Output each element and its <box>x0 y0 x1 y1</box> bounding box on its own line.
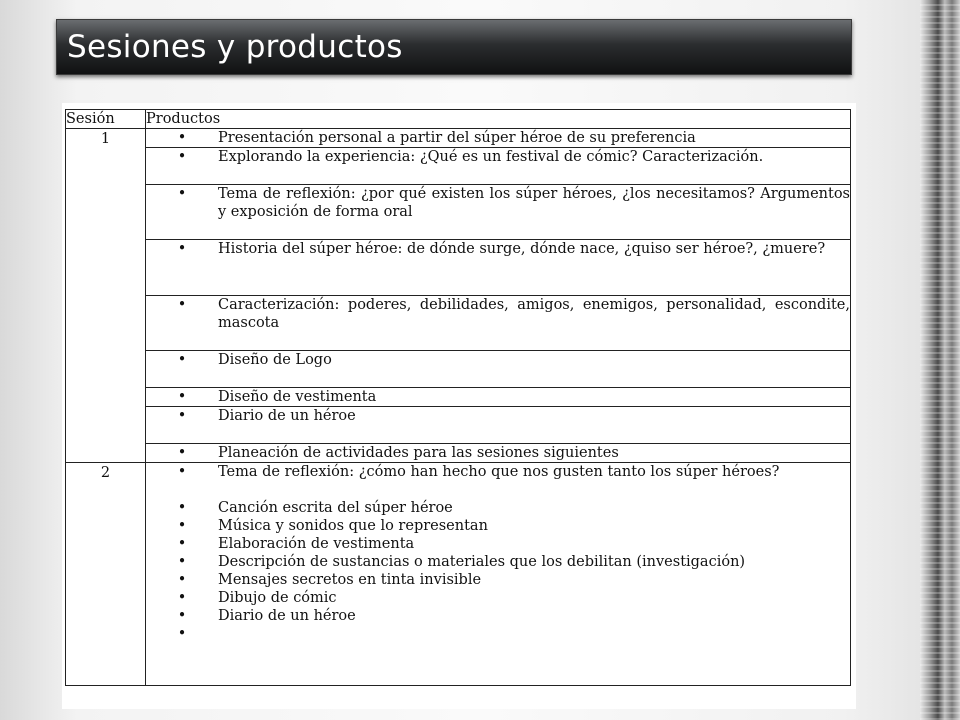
product-text: Diario de un héroe <box>218 608 356 624</box>
session-cell-2 <box>66 463 146 686</box>
product-text: Explorando la experiencia: ¿Qué es un festival de cómic? Caracterización. <box>218 149 764 165</box>
product-text: Dibujo de cómic <box>218 590 337 606</box>
decorative-side-strip <box>920 0 960 720</box>
title-bar <box>56 19 852 75</box>
table-row <box>66 388 851 407</box>
product-text <box>218 625 850 643</box>
table-row <box>66 463 851 686</box>
bullet-icon: • <box>177 130 187 146</box>
bullet-icon: • <box>177 445 187 461</box>
bullet-icon: • <box>177 500 187 516</box>
product-cell <box>146 407 851 444</box>
list-item <box>146 535 850 553</box>
product-cell <box>146 185 851 240</box>
product-text: Diario de un héroe <box>218 408 356 424</box>
bullet-icon: • <box>177 297 187 313</box>
slide-title: Sesiones y productos <box>67 29 403 65</box>
product-text: Tema de reflexión: ¿cómo han hecho que nos gusten tanto los súper héroes? <box>218 464 780 480</box>
product-cell <box>146 148 851 185</box>
product-text: Descripción de sustancias o materiales que los debilitan (investigación) <box>218 554 746 570</box>
list-item <box>146 607 850 625</box>
table-row <box>66 185 851 240</box>
product-cell <box>146 240 851 296</box>
bullet-icon: • <box>177 464 187 480</box>
table-row <box>66 444 851 463</box>
bullet-icon: • <box>177 608 187 624</box>
table-row <box>66 148 851 185</box>
product-text: Mensajes secretos en tinta invisible <box>218 572 482 588</box>
product-text: Música y sonidos que lo representan <box>218 518 488 534</box>
products-table <box>65 109 851 686</box>
product-text: Tema de reflexión: ¿por qué existen los súper héroes, ¿los necesitamos? Argumentos y exposición de forma oral <box>218 186 850 220</box>
bullet-icon: • <box>177 590 187 606</box>
bullet-icon: • <box>177 572 187 588</box>
product-cell <box>146 463 851 686</box>
product-text: Caracterización: poderes, debilidades, amigos, enemigos, personalidad, escondite, mascota <box>218 297 850 331</box>
table-row <box>66 296 851 351</box>
header-products: Productos <box>146 110 851 129</box>
table-row <box>66 351 851 388</box>
list-item <box>146 463 850 481</box>
bullet-icon: • <box>177 186 187 202</box>
product-cell <box>146 296 851 351</box>
table-row <box>66 407 851 444</box>
list-item <box>146 571 850 589</box>
product-list <box>146 463 850 643</box>
list-item <box>146 517 850 535</box>
session-number: 1 <box>100 131 111 147</box>
product-text: Canción escrita del súper héroe <box>218 500 453 516</box>
session-cell-1 <box>66 129 146 463</box>
product-text: Diseño de Logo <box>218 352 332 368</box>
bullet-icon: • <box>177 389 187 405</box>
session-number: 2 <box>100 465 111 481</box>
list-item <box>146 625 850 643</box>
bullet-icon: • <box>177 554 187 570</box>
product-text: Elaboración de vestimenta <box>218 536 415 552</box>
bullet-icon: • <box>177 626 187 642</box>
bullet-icon: • <box>177 536 187 552</box>
header-session: Sesión <box>66 110 146 129</box>
bullet-icon: • <box>177 408 187 424</box>
list-item <box>146 589 850 607</box>
product-text: Presentación personal a partir del súper héroe de su preferencia <box>218 130 696 146</box>
bullet-icon: • <box>177 241 187 257</box>
product-cell <box>146 388 851 407</box>
list-item <box>146 553 850 571</box>
bullet-icon: • <box>177 149 187 165</box>
list-item <box>146 499 850 517</box>
product-text: Planeación de actividades para las sesiones siguientes <box>218 445 619 461</box>
product-text: Historia del súper héroe: de dónde surge, dónde nace, ¿quiso ser héroe?, ¿muere? <box>218 241 826 257</box>
product-cell <box>146 129 851 148</box>
product-cell <box>146 444 851 463</box>
header-row <box>66 110 851 129</box>
table-row <box>66 129 851 148</box>
document-sheet <box>62 103 856 709</box>
table-row <box>66 240 851 296</box>
bullet-icon: • <box>177 352 187 368</box>
bullet-icon: • <box>177 518 187 534</box>
product-text: Diseño de vestimenta <box>218 389 377 405</box>
product-cell <box>146 351 851 388</box>
